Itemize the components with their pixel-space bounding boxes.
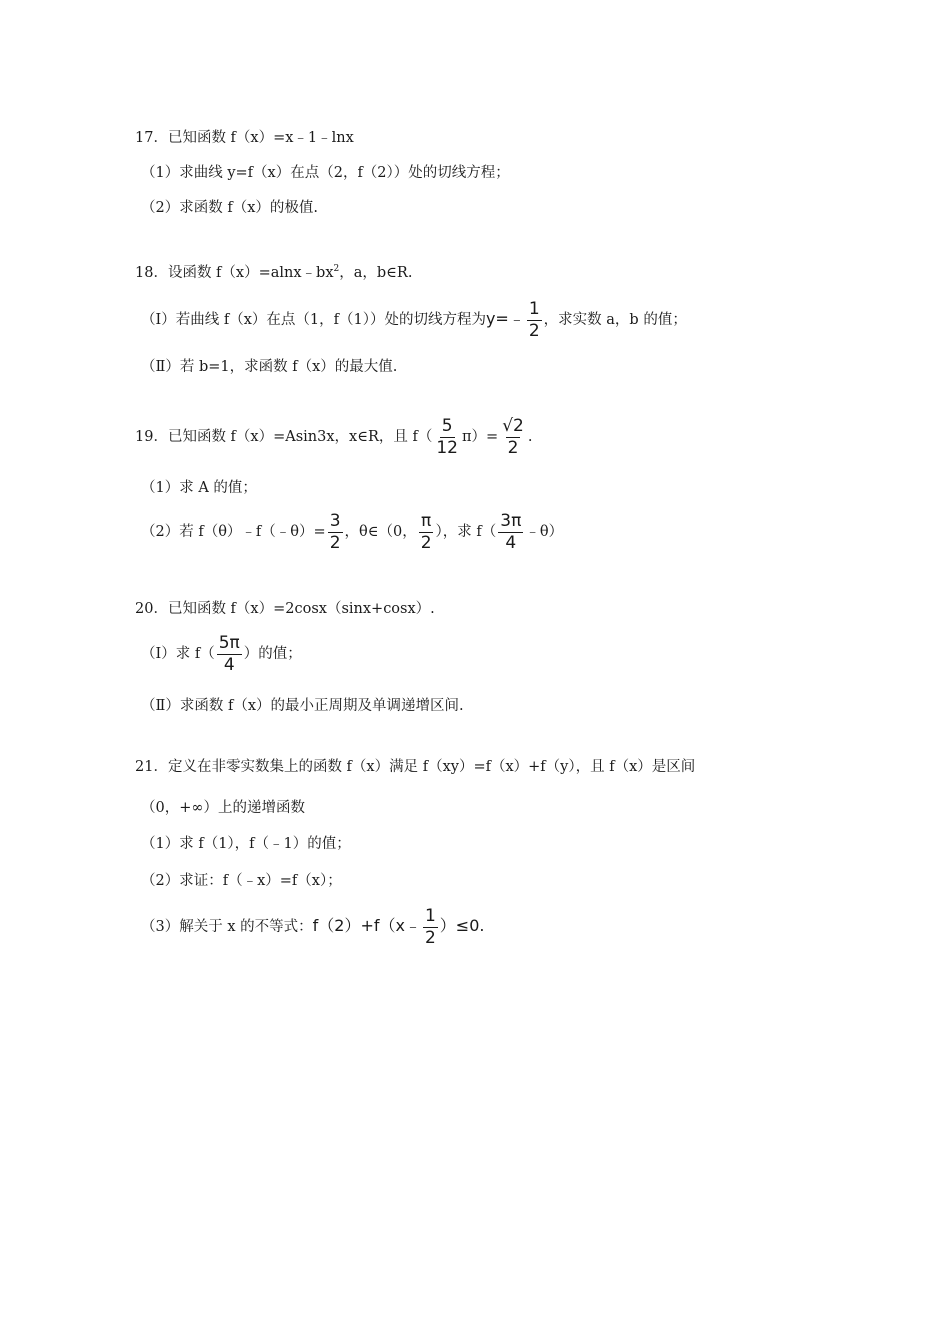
fraction-denominator: 12 <box>436 437 458 458</box>
problem-21-fraction-1-2 <box>423 907 438 948</box>
fraction-numerator: 1 <box>424 905 436 926</box>
fraction-denominator: 4 <box>505 532 517 553</box>
problem-19-fraction-5-12 <box>434 417 460 458</box>
problem-21-part-2: （2）求证：f（﹣x）=f（x）； <box>141 873 342 889</box>
fraction-denominator: 4 <box>223 654 235 675</box>
problem-21-part-3-text: （3）解关于 x 的不等式： <box>141 919 313 935</box>
problem-19-fraction-pi-2 <box>419 512 434 553</box>
fraction-denominator: 2 <box>424 927 436 948</box>
fraction-numerator: 1 <box>528 298 540 319</box>
fraction-numerator: 3π <box>500 510 522 531</box>
problem-18-stem <box>135 259 412 283</box>
problem-19-part-2-mid: ，θ∈（0， <box>344 524 417 540</box>
problem-21-inequality-left: f（2）+f（x﹣ <box>312 916 421 935</box>
problem-18-part-2: （Ⅱ）若 b=1，求函数 f（x）的最大值. <box>141 359 398 375</box>
problem-18-stem-tail: ，a，b∈R. <box>339 264 413 281</box>
problem-19-stem-mid: π）= <box>462 429 499 445</box>
problem-19-part-2-mid2: ），求 f（ <box>435 524 497 540</box>
problem-20-part-1-tail: ）的值； <box>243 646 302 662</box>
problem-20-stem: 20．已知函数 f（x）=2cosx（sinx+cosx）. <box>135 601 435 617</box>
problem-17-stem: 17．已知函数 f（x）=x﹣1﹣lnx <box>135 130 354 146</box>
problem-20-part-2: （Ⅱ）求函数 f（x）的最小正周期及单调递增区间. <box>141 698 464 714</box>
problem-21-stem-line-1: 21．定义在非零实数集上的函数 f（x）满足 f（xy）=f（x）+f（y），且 f（x）是区间 <box>135 759 696 775</box>
problem-19-part-1: （1）求 A 的值； <box>141 480 257 496</box>
fraction-numerator: π <box>421 510 432 531</box>
problem-18-part-1-tail: ，求实数 a，b 的值； <box>543 312 687 328</box>
problem-19-fraction-sqrt2-2 <box>500 417 526 458</box>
problem-19-fraction-3pi-4 <box>498 512 523 553</box>
problem-18-fraction <box>527 300 542 341</box>
problem-19-fraction-3-2 <box>328 512 343 553</box>
problem-21-part-1: （1）求 f（1），f（﹣1）的值； <box>141 836 351 852</box>
fraction-denominator: 2 <box>507 437 519 458</box>
problem-18-stem-text: 18．设函数 f（x）=alnx﹣bx <box>135 264 334 281</box>
problem-18-part-1 <box>141 298 687 341</box>
problem-19-stem-text: 19．已知函数 f（x）=Asin3x，x∈R，且 f（ <box>135 429 433 445</box>
fraction-numerator: 3 <box>329 510 341 531</box>
problem-17-part-2: （2）求函数 f（x）的极值. <box>141 200 318 216</box>
fraction-numerator: √2 <box>502 415 524 436</box>
fraction-denominator: 2 <box>329 532 341 553</box>
fraction-numerator: 5π <box>218 632 240 653</box>
fraction-denominator: 2 <box>420 532 432 553</box>
problem-19-stem-tail: . <box>527 429 533 445</box>
problem-17-part-1: （1）求曲线 y=f（x）在点（2，f（2））处的切线方程； <box>141 165 510 181</box>
problem-18-exponent: 2 <box>333 264 340 274</box>
problem-19-stem <box>135 416 532 458</box>
problem-21-inequality-right: ）≤0. <box>439 916 485 935</box>
problem-19-part-2-tail: ﹣θ） <box>525 524 564 540</box>
problem-21-part-3 <box>141 905 484 948</box>
fraction-denominator: 2 <box>528 320 540 341</box>
problem-19-part-2 <box>141 511 563 553</box>
problem-18-tangent-eq: y=﹣ <box>485 309 525 328</box>
fraction-numerator: 5 <box>441 415 453 436</box>
problem-20-part-1 <box>141 633 302 675</box>
problem-18-part-1-text: （Ⅰ）若曲线 f（x）在点（1，f（1））处的切线方程为 <box>141 312 486 328</box>
problem-20-part-1-text: （Ⅰ）求 f（ <box>141 646 215 662</box>
problem-19-part-2-text: （2）若 f（θ）﹣f（﹣θ）= <box>141 524 326 540</box>
problem-21-stem-line-2: （0，+∞）上的递增函数 <box>141 800 305 816</box>
problem-20-fraction-5pi-4 <box>217 634 242 675</box>
